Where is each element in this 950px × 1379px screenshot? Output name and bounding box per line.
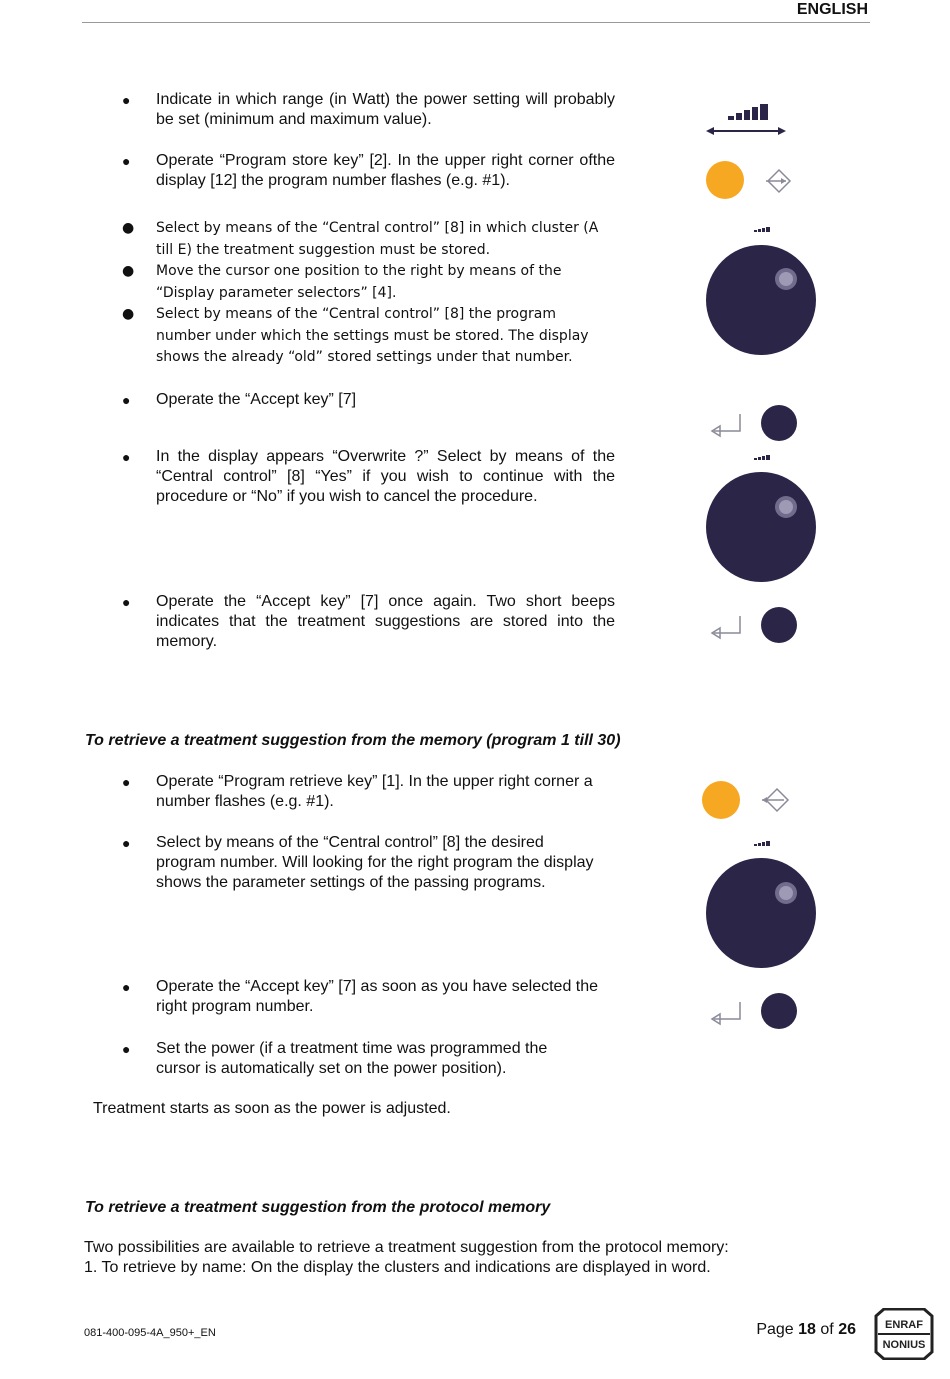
list-item-text: Indicate in which range (in Watt) the power setting will probably be set (minimum and maximum value). bbox=[156, 91, 615, 128]
list-item bbox=[122, 304, 615, 369]
central-control-knob-icon bbox=[704, 451, 820, 585]
list-item-text: Operate the “Accept key” [7] bbox=[156, 391, 357, 408]
treatment-start-note: Treatment starts as soon as the power is adjusted. bbox=[93, 1100, 451, 1117]
program-retrieve-key-icon bbox=[700, 778, 796, 822]
bullet: ● bbox=[122, 220, 135, 236]
list-item-text: Select by means of the “Central control” [8] in which cluster (A till E) the treatment suggestion must be stored. bbox=[156, 220, 599, 258]
list-item bbox=[122, 218, 615, 261]
page-prefix: Page bbox=[756, 1321, 794, 1338]
list-item bbox=[122, 592, 615, 652]
header-language: ENGLISH bbox=[796, 1, 868, 18]
bullet: ● bbox=[122, 92, 131, 108]
list-item-text: Set the power (if a treatment time was programmed the cursor is automatically set on the power position). bbox=[156, 1040, 548, 1077]
central-control-knob-icon bbox=[704, 225, 820, 357]
header-rule bbox=[82, 22, 870, 23]
list-item-text: Select by means of the “Central control” [8] the desired program number. Will looking for the right program the display shows the parameter settings of the passing programs. bbox=[156, 834, 594, 891]
page-total: 26 bbox=[838, 1321, 856, 1338]
list-item-text: Select by means of the “Central control” [8] the program number under which the settings must be stored. The display shows the already “old” stored settings under that number. bbox=[156, 306, 589, 365]
bullet: ● bbox=[122, 263, 135, 279]
list-item bbox=[122, 447, 615, 507]
page-current: 18 bbox=[798, 1321, 816, 1338]
enraf-nonius-logo bbox=[870, 1308, 938, 1360]
list-item-text: Operate “Program store key” [2]. In the upper right corner ofthe display [12] the program number flashes (e.g. #1). bbox=[156, 152, 615, 189]
list-item bbox=[122, 390, 615, 410]
list-item bbox=[122, 1039, 596, 1079]
page-number bbox=[756, 1321, 856, 1339]
logo-text-bottom: NONIUS bbox=[882, 1339, 926, 1351]
list-item bbox=[122, 977, 611, 1017]
bullet: ● bbox=[122, 449, 131, 465]
accept-key-icon bbox=[704, 991, 800, 1031]
list-item-text: Operate the “Accept key” [7] once again. Two short beeps indicates that the treatment suggestions are stored into the memory. bbox=[156, 593, 615, 650]
bullet: ● bbox=[122, 392, 131, 408]
protocol-retrieve-heading: To retrieve a treatment suggestion from the protocol memory bbox=[85, 1199, 551, 1216]
program-store-key-icon bbox=[704, 158, 796, 202]
central-control-knob-icon bbox=[704, 837, 820, 971]
accept-key-icon bbox=[704, 403, 800, 443]
list-item bbox=[122, 90, 615, 130]
protocol-intro-text: Two possibilities are available to retrieve a treatment suggestion from the protocol memory: bbox=[84, 1239, 729, 1256]
protocol-option-1-text: 1. To retrieve by name: On the display the clusters and indications are displayed in word. bbox=[84, 1259, 711, 1276]
bullet: ● bbox=[122, 594, 131, 610]
list-item bbox=[122, 151, 615, 191]
list-item-text: Operate the “Accept key” [7] as soon as you have selected the right program number. bbox=[156, 978, 599, 1015]
memory-retrieve-heading: To retrieve a treatment suggestion from the memory (program 1 till 30) bbox=[85, 732, 621, 749]
list-item bbox=[122, 261, 615, 304]
list-item bbox=[122, 772, 615, 812]
page-of: of bbox=[820, 1321, 834, 1338]
accept-key-icon bbox=[704, 605, 800, 645]
list-item-text: Move the cursor one position to the right by means of the “Display parameter selectors” [4]. bbox=[156, 263, 562, 301]
list-item bbox=[122, 833, 596, 893]
logo-text-top: ENRAF bbox=[885, 1319, 923, 1331]
list-item-text: In the display appears “Overwrite ?” Select by means of the “Central control” [8] “Yes” if you wish to continue with the procedure or “No” if you wish to cancel the procedure. bbox=[156, 448, 615, 505]
bullet: ● bbox=[122, 835, 131, 851]
bullet: ● bbox=[122, 979, 131, 995]
bullet: ● bbox=[122, 306, 135, 322]
bullet: ● bbox=[122, 1041, 131, 1057]
document-code: 081-400-095-4A_950+_EN bbox=[84, 1327, 216, 1339]
bullet: ● bbox=[122, 774, 131, 790]
list-item-text: Operate “Program retrieve key” [1]. In the upper right corner a number flashes (e.g. #1). bbox=[156, 773, 593, 810]
power-range-icon bbox=[704, 104, 788, 138]
bullet: ● bbox=[122, 153, 131, 169]
